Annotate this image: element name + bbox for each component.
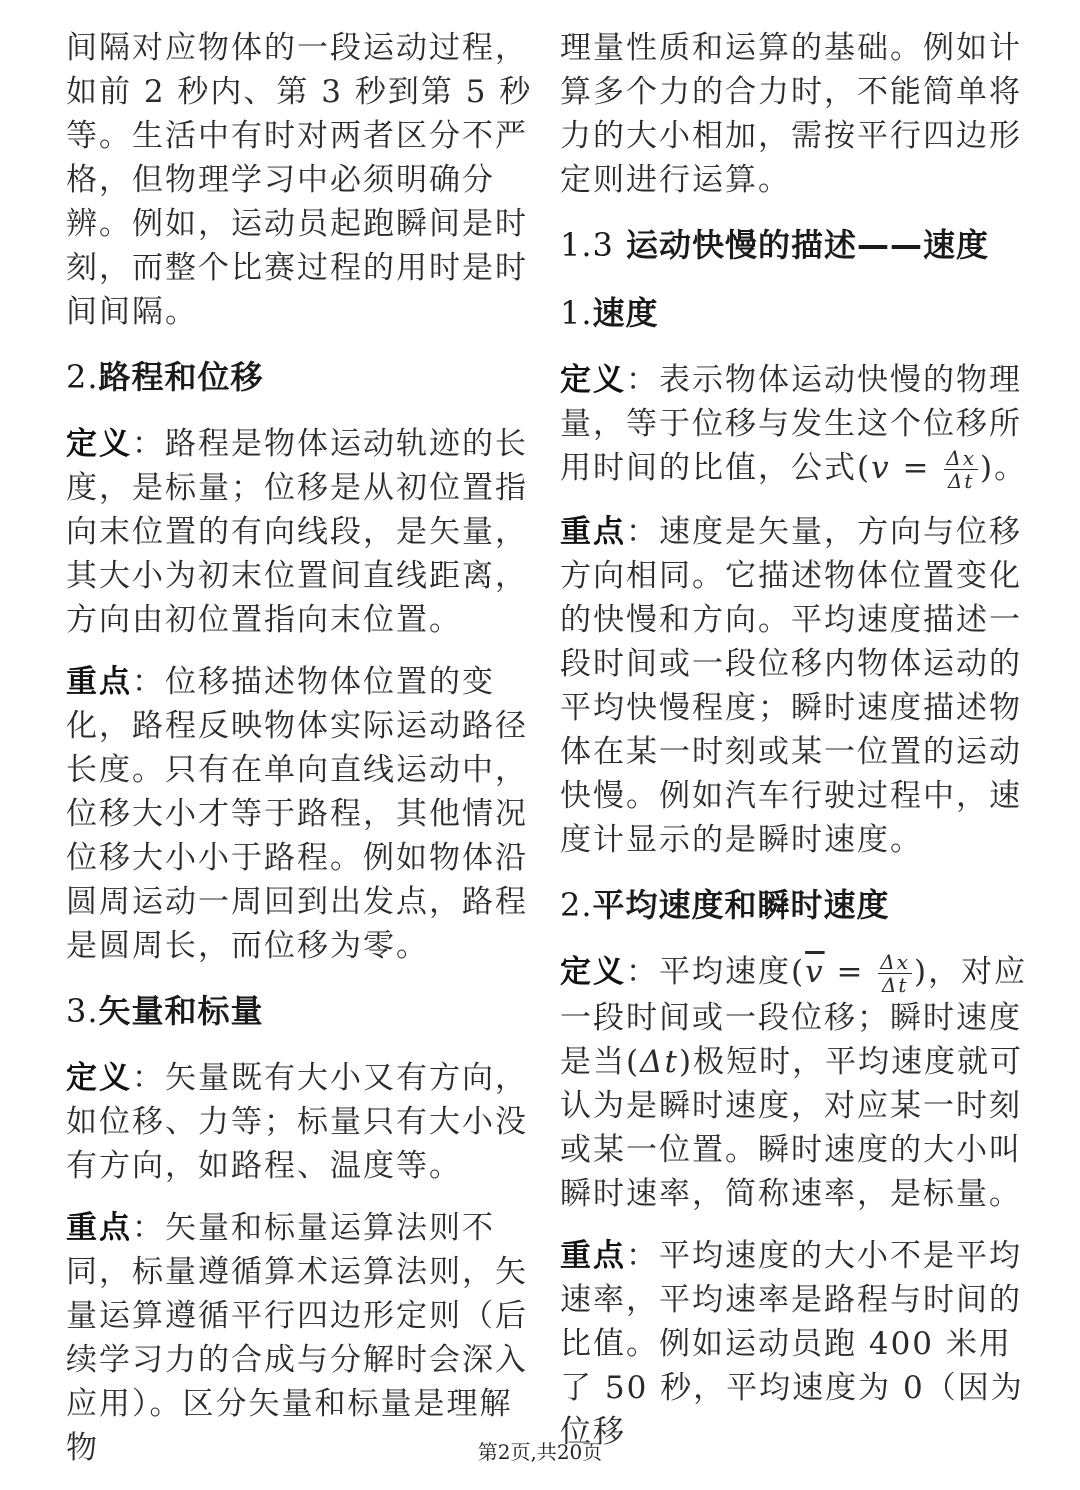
heading-text: 运动快慢的描述——速度	[626, 226, 990, 264]
paragraph: 间隔对应物体的一段运动过程，如前 2 秒内、第 3 秒到第 5 秒等。生活中有时对两者区分不严格，但物理学习中必须明确分辨。例如，运动员起跑瞬间是时刻，而整个比赛过程的用时是时间间隔。	[66, 30, 533, 330]
definition-text: )，对应一段时间或一段位移；瞬时速度是当(	[560, 954, 1028, 1080]
fraction	[944, 447, 978, 492]
heading-number: 1.	[560, 294, 593, 332]
definition-label: 定义	[560, 954, 626, 990]
definition-label: 定义	[66, 1060, 132, 1096]
chapter-heading	[560, 222, 1030, 268]
key-point-label: 重点	[66, 664, 132, 700]
section-heading	[560, 882, 1030, 928]
definition-paragraph	[66, 422, 536, 642]
definition-text: ：平均速度(	[626, 954, 806, 990]
key-point-paragraph	[66, 1206, 536, 1470]
heading-number: 2.	[560, 886, 593, 924]
section-heading	[66, 354, 536, 400]
fraction-denominator: Δt	[881, 973, 909, 997]
definition-text: ：路程是物体运动轨迹的长度，是标量；位移是从初位置指向末位置的有向线段，是矢量，其大小为初末位置间直线距离，方向由初位置指向末位置。	[66, 426, 528, 638]
section-heading	[66, 988, 536, 1034]
delta-t-symbol: Δt	[640, 1044, 679, 1080]
key-point-paragraph	[560, 510, 1030, 862]
fraction-denominator: Δt	[947, 469, 975, 493]
right-column	[560, 26, 1030, 1474]
page-footer: 第2页,共20页	[477, 1440, 603, 1464]
fraction-numerator: Δx	[880, 950, 911, 974]
heading-number: 2.	[66, 358, 99, 396]
heading-text: 速度	[592, 294, 659, 332]
definition-label: 定义	[560, 362, 626, 398]
key-point-label: 重点	[560, 1238, 626, 1274]
definition-text-end: )。	[980, 450, 1028, 486]
definition-paragraph	[560, 950, 1030, 1216]
key-point-text: ：速度是矢量，方向与位移方向相同。它描述物体位置变化的快慢和方向。平均速度描述一段时间或一段位移内物体运动的平均快慢程度；瞬时速度描述物体在某一时刻或某一位置的运动快慢。例如汽车行驶过程中，速度计显示的是瞬时速度。	[560, 514, 1022, 858]
key-point-paragraph	[560, 1234, 1030, 1454]
key-point-text: ：位移描述物体位置的变化，路程反映物体实际运动路径长度。只有在单向直线运动中，位移大小才等于路程，其他情况位移大小小于路程。例如物体沿圆周运动一周回到出发点，路程是圆周长，而位移为零。	[66, 664, 528, 964]
definition-text: )极短时，平均速度就可认为是瞬时速度，对应某一时刻或某一位置。瞬时速度的大小叫瞬时速率，简称速率，是标量。	[560, 1044, 1024, 1212]
velocity-symbol: v	[871, 450, 891, 486]
fraction-numerator: Δx	[946, 446, 977, 470]
heading-text: 平均速度和瞬时速度	[592, 886, 890, 924]
key-point-label: 重点	[560, 514, 626, 550]
key-point-text: ：矢量和标量运算法则不同，标量遵循算术运算法则，矢量运算遵循平行四边形定则（后续学习力的合成与分解时会深入应用）。区分矢量和标量是理解物	[66, 1210, 528, 1466]
definition-text: ：矢量既有大小又有方向，如位移、力等；标量只有大小没有方向，如路程、温度等。	[66, 1060, 528, 1184]
average-velocity-symbol: $\overline{v}$	[805, 954, 825, 990]
key-point-label: 重点	[66, 1210, 132, 1246]
definition-paragraph	[560, 358, 1030, 492]
key-point-paragraph	[66, 660, 536, 968]
fraction	[878, 951, 912, 996]
heading-number: 3.	[66, 992, 99, 1030]
section-heading	[560, 290, 1030, 336]
definition-text: ：表示物体运动快慢的物理量，等于位移与发生这个位移所用时间的比值，公式(	[560, 362, 1022, 486]
left-column	[66, 26, 536, 1490]
heading-number: 1.3	[560, 226, 614, 264]
definition-label: 定义	[66, 426, 132, 462]
equals-sign: =	[824, 954, 877, 990]
key-point-text: ：平均速度的大小不是平均速率，平均速率是路程与时间的比值。例如运动员跑 400 米用了 50 秒，平均速度为 0（因为位移	[560, 1238, 1024, 1450]
heading-text: 矢量和标量	[98, 992, 264, 1030]
paragraph: 理量性质和运算的基础。例如计算多个力的合力时，不能简单将力的大小相加，需按平行四边形定则进行运算。	[560, 30, 1022, 198]
heading-text: 路程和位移	[98, 358, 264, 396]
equals-sign: =	[890, 450, 943, 486]
definition-paragraph	[66, 1056, 536, 1188]
